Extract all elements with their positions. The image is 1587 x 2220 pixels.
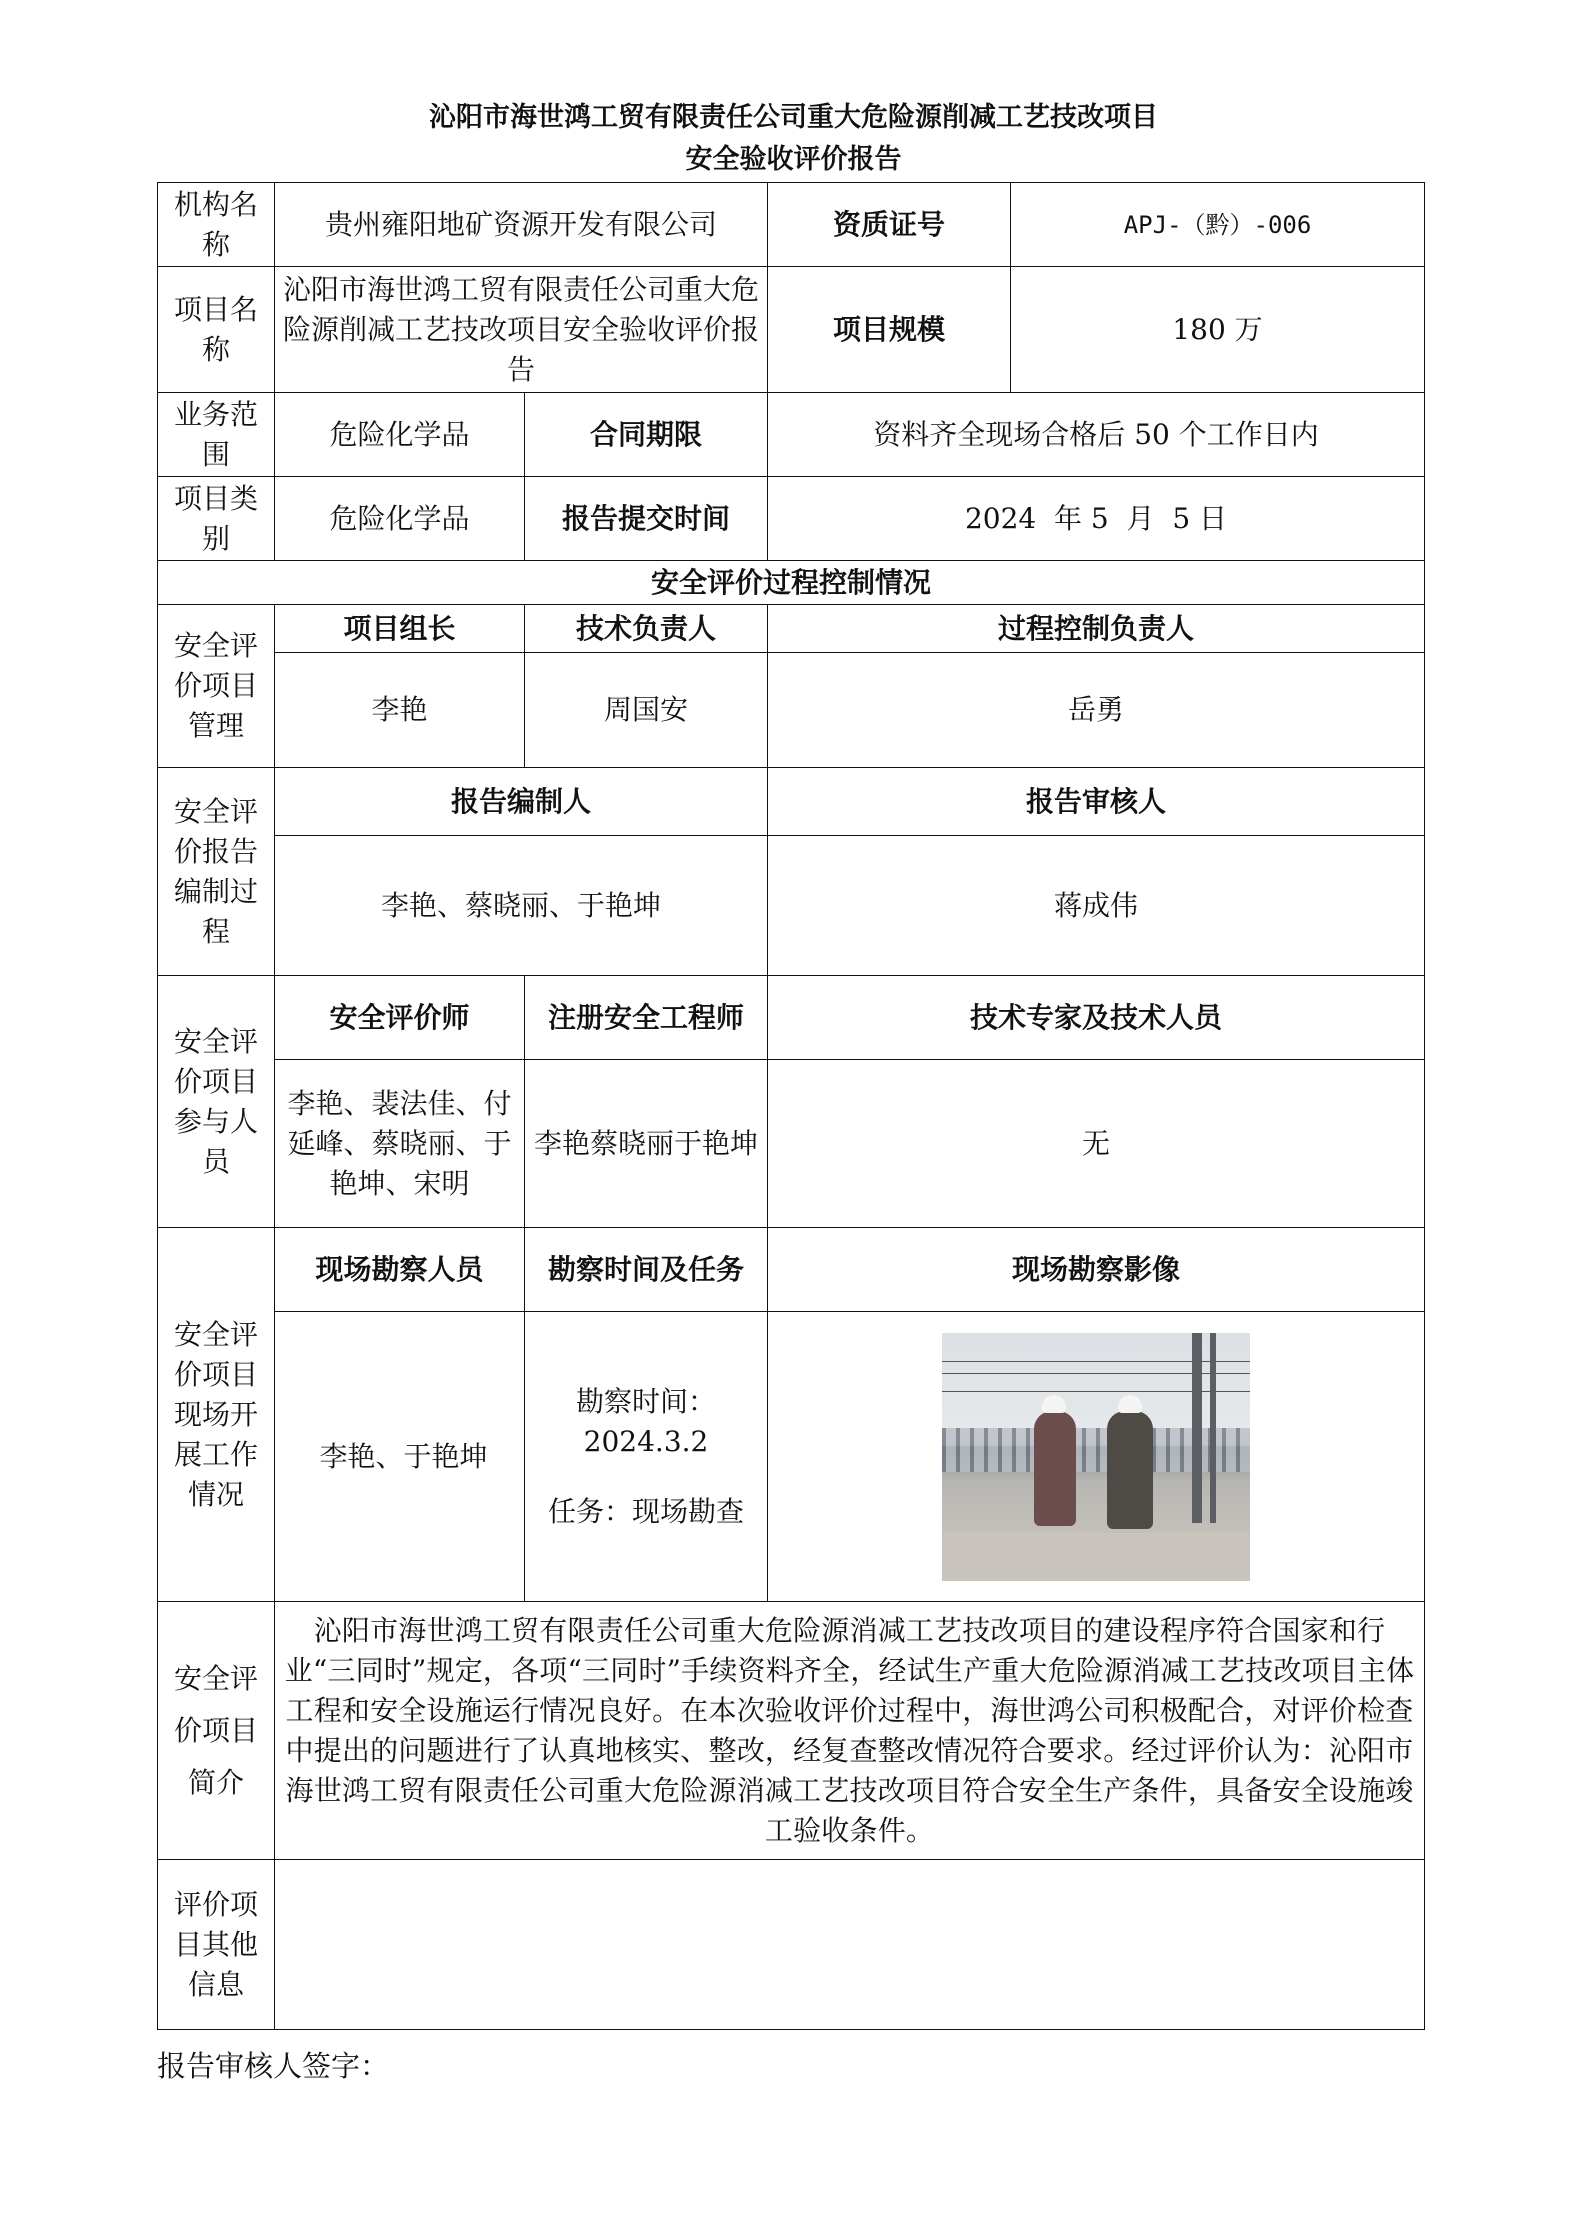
site-label: 安全评价项目现场开展工作情况 [158, 1228, 275, 1602]
survey-time-value: 2024.3.2 [583, 1424, 709, 1458]
submit-value: 2024 年 5 月 5 日 [768, 477, 1425, 561]
site-header-people: 现场勘察人员 [275, 1228, 525, 1312]
row-mgmt-headers [158, 605, 1425, 653]
org-label: 机构名称 [158, 183, 275, 267]
cert-label: 资质证号 [768, 183, 1011, 267]
participants-value-experts: 无 [768, 1060, 1425, 1228]
row-site-headers [158, 1228, 1425, 1312]
participants-label: 安全评价项目参与人员 [158, 976, 275, 1228]
row-scope [158, 393, 1425, 477]
row-organization [158, 183, 1425, 267]
row-compile-values [158, 836, 1425, 976]
mgmt-header-tech: 技术负责人 [525, 605, 768, 653]
summary-label: 安全评价项目简介 [158, 1602, 275, 1860]
compile-value-author: 李艳、蔡晓丽、于艳坤 [275, 836, 768, 976]
scope-value: 危险化学品 [275, 393, 525, 477]
site-survey-photo [942, 1333, 1250, 1581]
row-participants-headers [158, 976, 1425, 1060]
category-label: 项目类别 [158, 477, 275, 561]
site-photo-cell [768, 1312, 1425, 1602]
section-title: 安全评价过程控制情况 [158, 561, 1425, 605]
site-value-time-task [525, 1312, 768, 1602]
mgmt-value-leader: 李艳 [275, 653, 525, 768]
cert-value: APJ-（黔）-006 [1011, 183, 1425, 267]
participants-value-evaluator: 李艳、裴法佳、付延峰、蔡晓丽、于艳坤、宋明 [275, 1060, 525, 1228]
document-title: 沁阳市海世鸿工贸有限责任公司重大危险源削减工艺技改项目 [429, 102, 1158, 133]
participants-header-evaluator: 安全评价师 [275, 976, 525, 1060]
document-subtitle: 安全验收评价报告 [685, 144, 902, 175]
project-value: 沁阳市海世鸿工贸有限责任公司重大危险源削减工艺技改项目安全验收评价报告 [275, 267, 768, 393]
compile-header-author: 报告编制人 [275, 768, 768, 836]
summary-text: 沁阳市海世鸿工贸有限责任公司重大危险源消减工艺技改项目的建设程序符合国家和行业“三同时”规定，各项“三同时”手续资料齐全，经试生产重大危险源消减工艺技改项目主体工程和安全设施运行情况良好。在本次验收评价过程中，海世鸿公司积极配合，对评价检查中提出的问题进行了认真地核实、整改，经复查整改情况符合要求。经过评价认为：沁阳市海世鸿工贸有限责任公司重大危险源消减工艺技改项目符合安全生产条件，具备安全设施竣工验收条件。 [275, 1602, 1425, 1860]
row-compile-headers [158, 768, 1425, 836]
contract-value: 资料齐全现场合格后 50 个工作日内 [768, 393, 1425, 477]
compile-header-reviewer: 报告审核人 [768, 768, 1425, 836]
participants-header-experts: 技术专家及技术人员 [768, 976, 1425, 1060]
submit-label: 报告提交时间 [525, 477, 768, 561]
mgmt-label: 安全评价项目管理 [158, 605, 275, 768]
row-summary [158, 1602, 1425, 1860]
scope-label: 业务范围 [158, 393, 275, 477]
mgmt-header-control: 过程控制负责人 [768, 605, 1425, 653]
mgmt-value-tech: 周国安 [525, 653, 768, 768]
row-section-title [158, 561, 1425, 605]
compile-value-reviewer: 蒋成伟 [768, 836, 1425, 976]
mgmt-header-leader: 项目组长 [275, 605, 525, 653]
other-info-value [275, 1860, 1425, 2030]
site-value-people: 李艳、于艳坤 [275, 1312, 525, 1602]
evaluation-form-table [157, 182, 1425, 2030]
survey-task: 任务：现场勘查 [548, 1494, 745, 1528]
scale-label: 项目规模 [768, 267, 1011, 393]
project-label: 项目名称 [158, 267, 275, 393]
survey-time-label: 勘察时间： [576, 1384, 717, 1418]
other-info-label: 评价项目其他信息 [158, 1860, 275, 2030]
row-category [158, 477, 1425, 561]
reviewer-signature-label: 报告审核人签字： [157, 2049, 390, 2083]
participants-value-engineer: 李艳蔡晓丽于艳坤 [525, 1060, 768, 1228]
participants-header-engineer: 注册安全工程师 [525, 976, 768, 1060]
row-other-info [158, 1860, 1425, 2030]
row-participants-values [158, 1060, 1425, 1228]
row-mgmt-values [158, 653, 1425, 768]
site-header-time-task: 勘察时间及任务 [525, 1228, 768, 1312]
mgmt-value-control: 岳勇 [768, 653, 1425, 768]
site-header-photo: 现场勘察影像 [768, 1228, 1425, 1312]
compile-label: 安全评价报告编制过程 [158, 768, 275, 976]
org-value: 贵州雍阳地矿资源开发有限公司 [275, 183, 768, 267]
row-site-values [158, 1312, 1425, 1602]
scale-value: 180 万 [1011, 267, 1425, 393]
contract-label: 合同期限 [525, 393, 768, 477]
category-value: 危险化学品 [275, 477, 525, 561]
row-project [158, 267, 1425, 393]
